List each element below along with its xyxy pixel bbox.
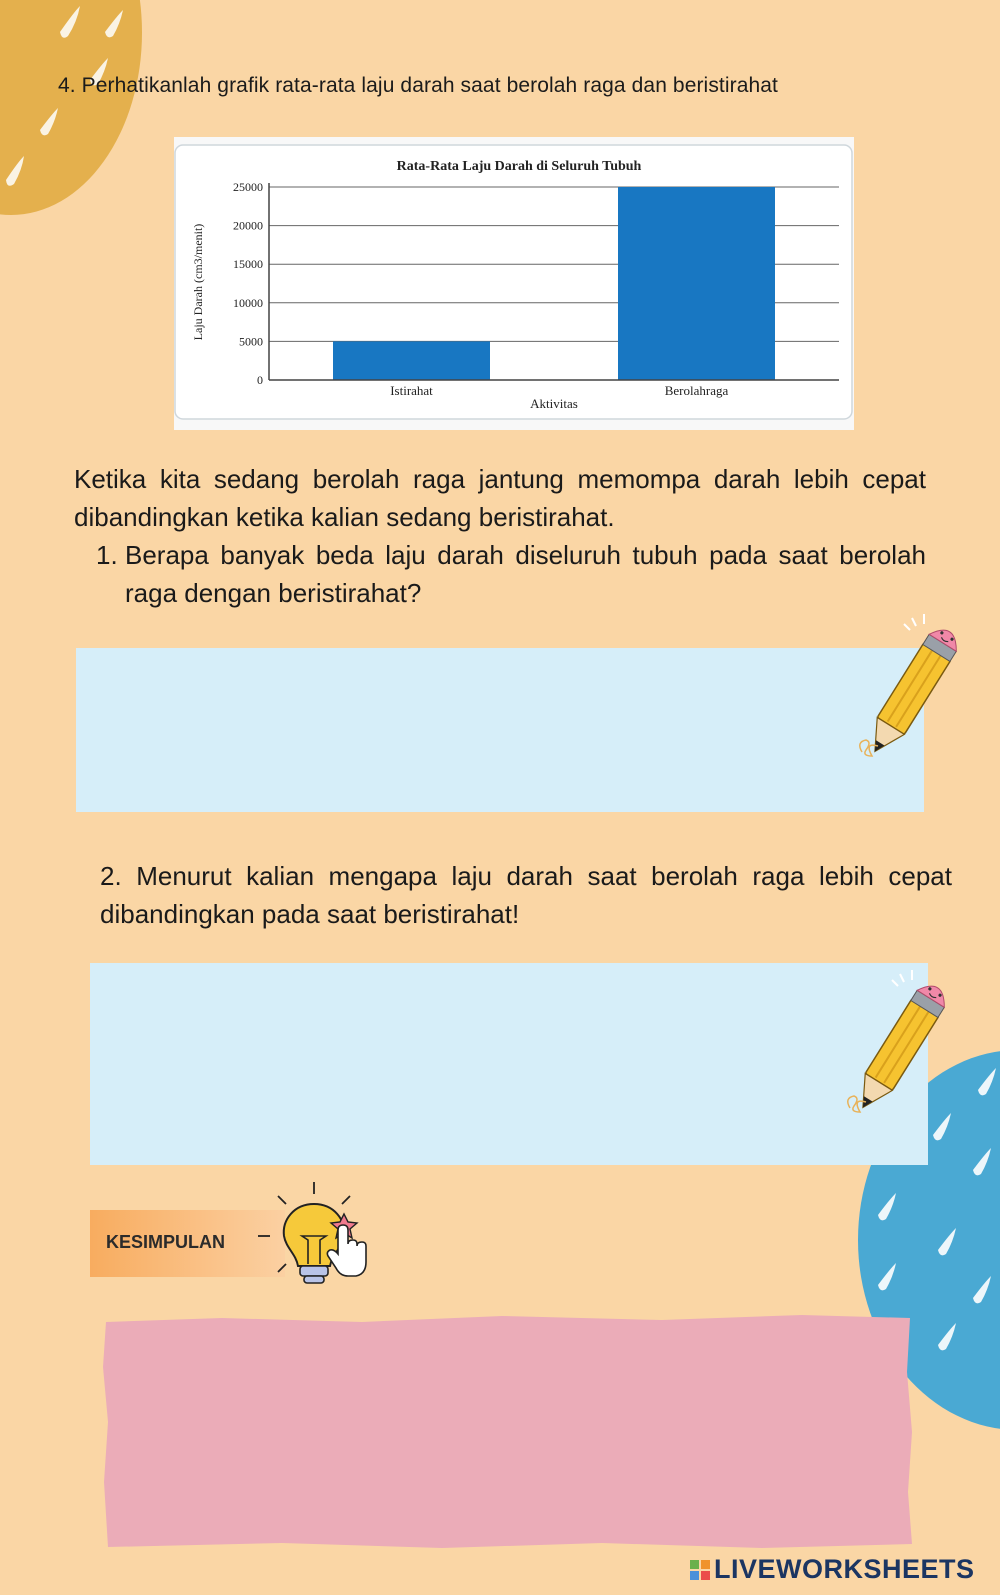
chart-y-tick-label: 25000: [233, 180, 263, 194]
chart-y-tick-label: 10000: [233, 295, 263, 310]
chart-category-label: Berolahraga: [664, 383, 729, 398]
chart-y-label: Laju Darah (cm3/menit): [191, 223, 205, 341]
chart-y-tick-label: 15000: [233, 257, 263, 272]
question-1-number: 1.: [96, 540, 118, 570]
question-1-text: Berapa banyak beda laju darah diseluruh tubuh pada saat berolah raga dengan beristirahat?: [125, 540, 926, 608]
conclusion-label: KESIMPULAN: [106, 1232, 226, 1252]
brand-logo: [690, 1554, 975, 1585]
question-title: 4. Perhatikanlah grafik rata-rata laju darah saat berolah raga dan beristirahat: [58, 74, 778, 97]
answer-input-2[interactable]: [90, 963, 928, 1165]
answer-input-1[interactable]: [76, 648, 924, 812]
question-2: 2. Menurut kalian mengapa laju darah saat berolah raga lebih cepat dibandingkan pada saat beristirahat!: [100, 861, 952, 929]
question-1: [96, 536, 926, 612]
chart-y-tick-label: 20000: [233, 218, 263, 233]
lightbulb-icon: [256, 1178, 376, 1298]
chart-title: Rata-Rata Laju Darah di Seluruh Tubuh: [396, 159, 642, 174]
bar-chart: [174, 137, 854, 430]
answer-box-2[interactable]: [90, 963, 928, 1165]
bar-chart-svg: [174, 137, 854, 430]
liveworksheets-logo-icon: [690, 1560, 710, 1580]
chart-y-tick-label: 0: [257, 373, 263, 387]
chart-bar-berolahraga: [618, 187, 775, 380]
raindrop-decoration-top: [0, 0, 150, 215]
chart-category-label: Istirahat: [390, 383, 433, 398]
chart-x-label: Aktivitas: [530, 396, 578, 411]
brand-text: LIVEWORKSHEETS: [714, 1554, 975, 1584]
pencil-icon: [840, 968, 960, 1128]
intro-paragraph: Ketika kita sedang berolah raga jantung memompa darah lebih cepat dibandingkan ketika kalian sedang beristirahat.: [74, 464, 926, 532]
chart-y-tick-label: 5000: [239, 334, 263, 349]
pencil-icon: [852, 612, 972, 772]
answer-box-1[interactable]: [76, 648, 924, 812]
conclusion-answer-box[interactable]: [102, 1312, 914, 1550]
chart-bar-istirahat: [333, 341, 490, 380]
